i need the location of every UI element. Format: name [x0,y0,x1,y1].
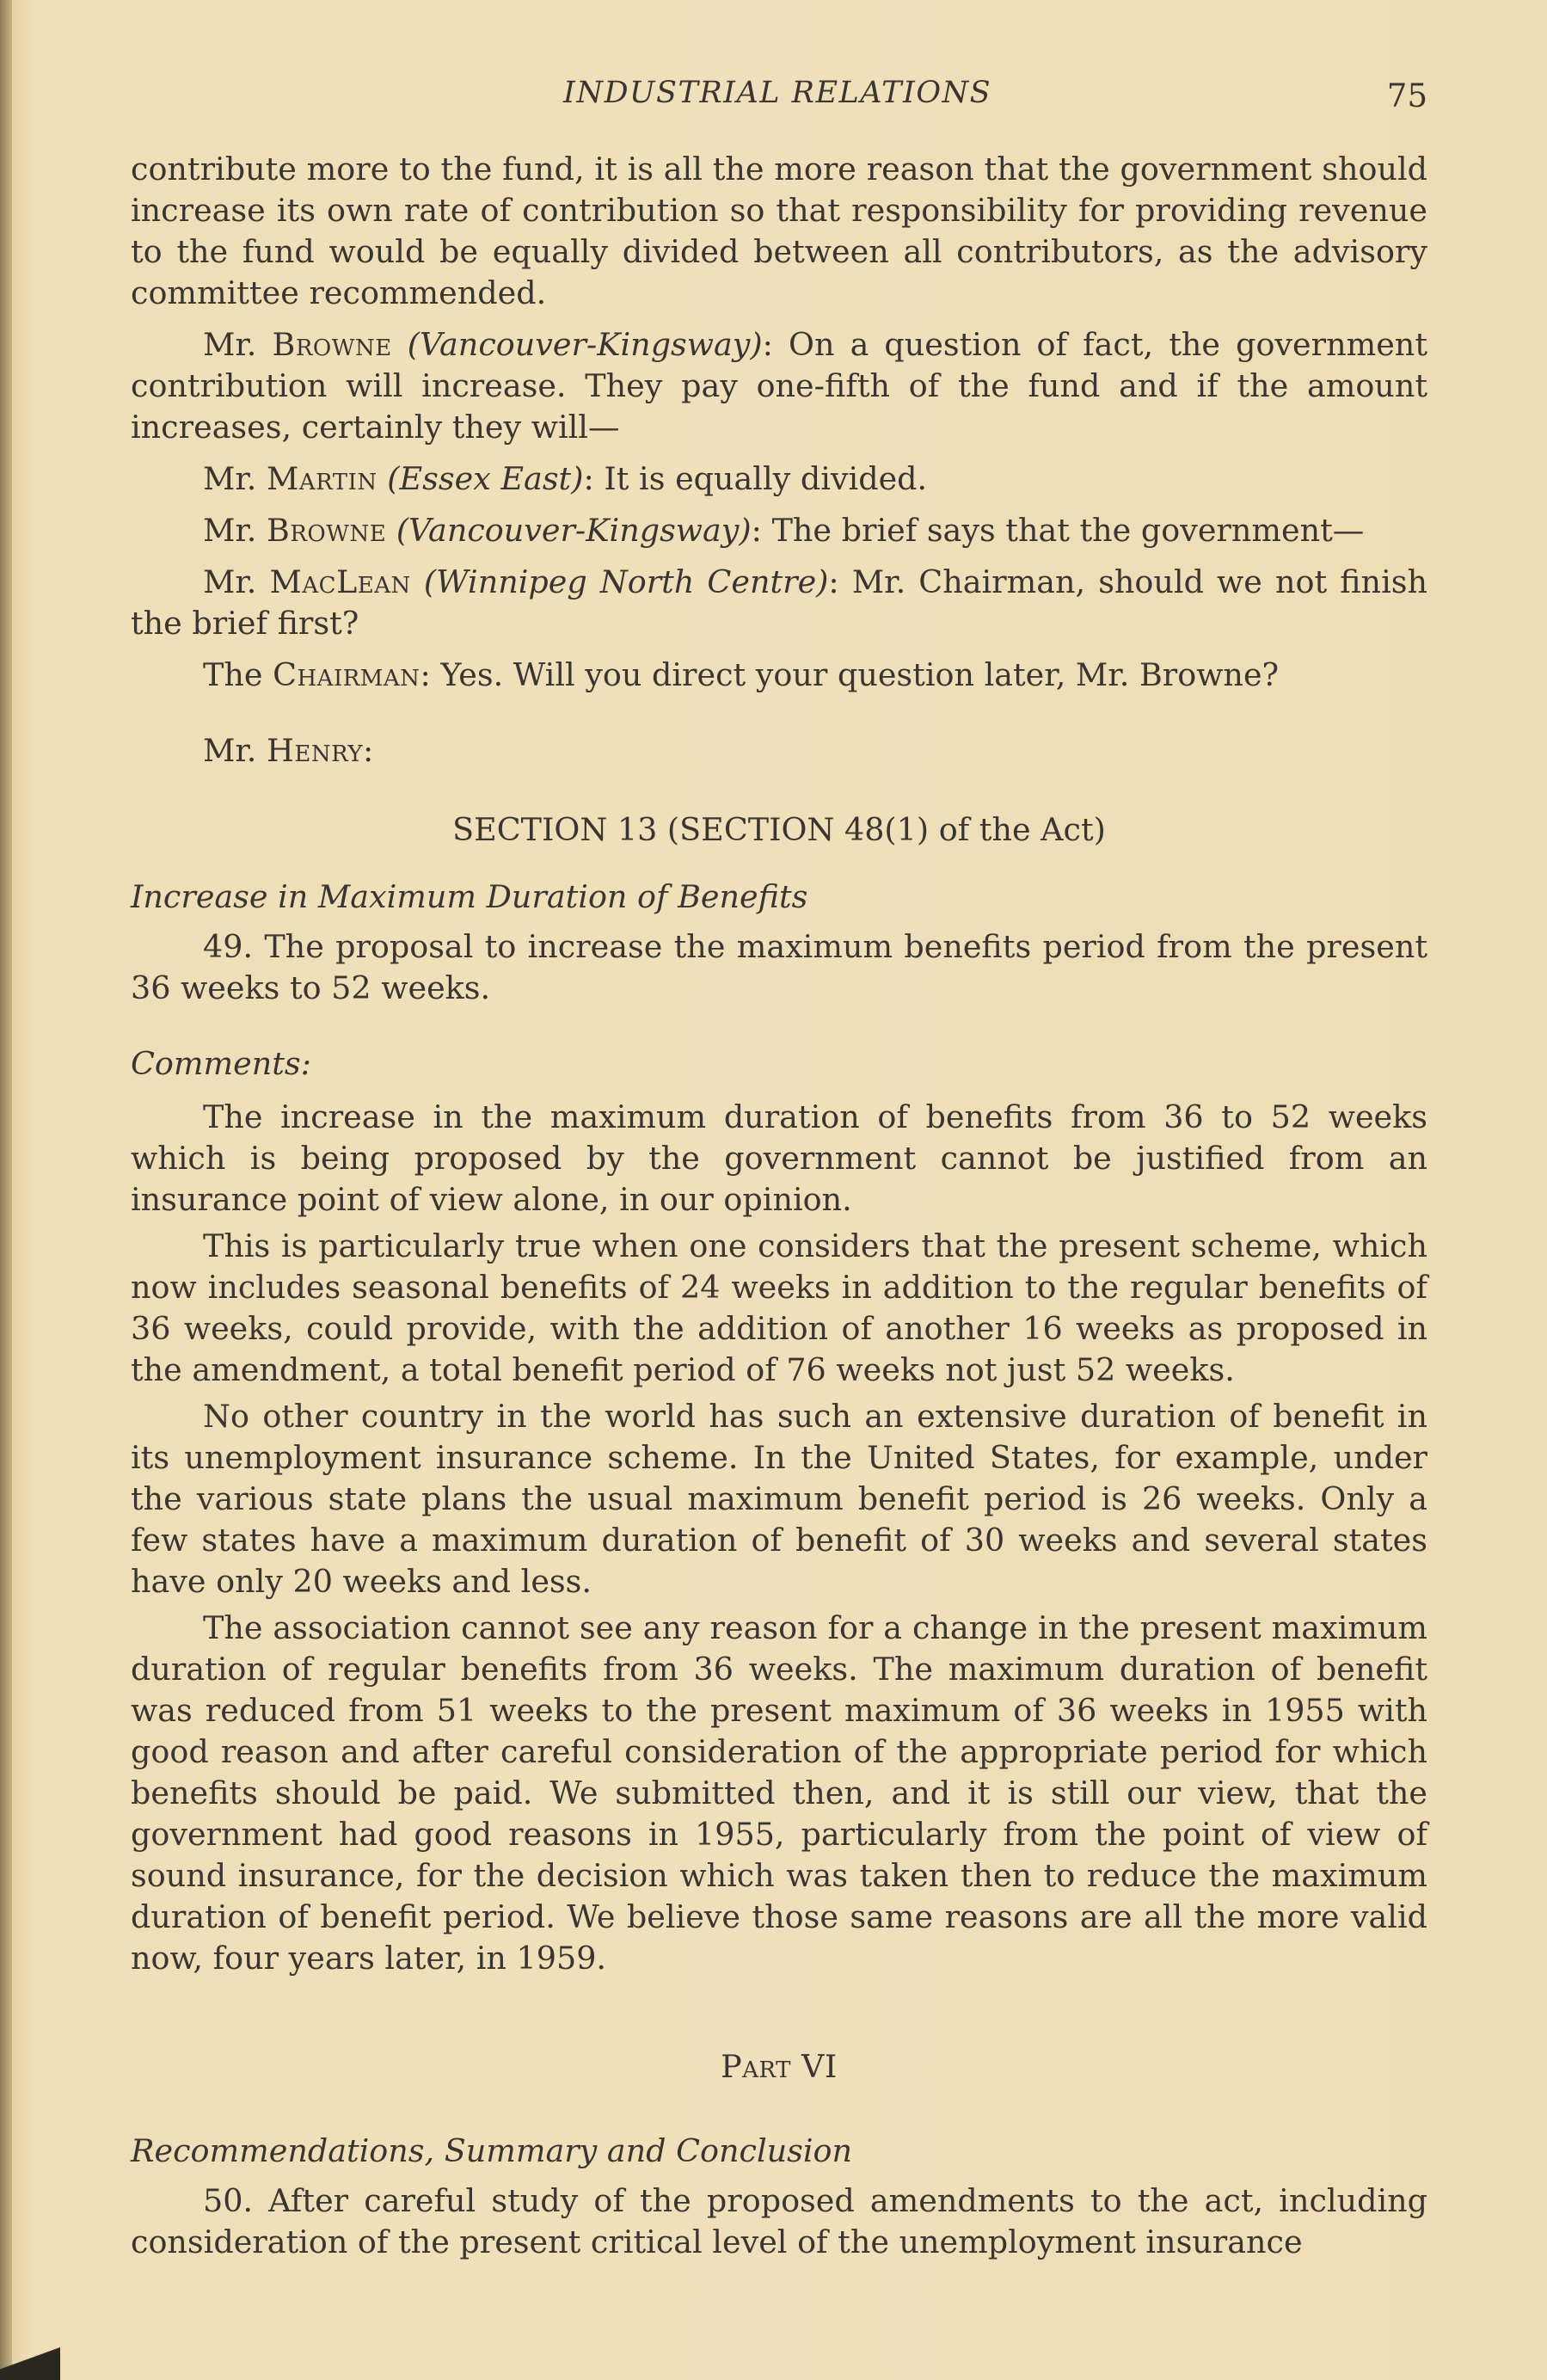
riding-name: (Essex East) [387,460,584,497]
comment-paragraph-2: This is particularly true when one considers that the present scheme, which now includes seasonal benefits of 24 weeks in addition to the regular benefits of 36 weeks, could provide, with the addition of another 16 weeks as proposed in the amendment, a total benefit period of 76 weeks not just 52 weeks. [131,1227,1427,1388]
page-corner-shadow [0,2328,60,2380]
section-subheading: Increase in Maximum Duration of Benefits [131,878,808,915]
speaker-name: Browne [267,512,387,549]
numbered-proposal-49: 49. The proposal to increase the maximum benefits period from the present 36 weeks to 52 weeks. [131,928,1427,1006]
speaker-name: Chairman [273,656,421,693]
section-heading: SECTION 13 (SECTION 48(1) of the Act) [452,811,1106,848]
speech-browne-2: Mr. Browne (Vancouver-Kingsway): The brief says that the government— [203,512,1365,549]
riding-name: (Vancouver-Kingsway) [407,326,763,363]
speech-maclean: Mr. MacLean (Winnipeg North Centre): Mr. Chairman, should we not finish the brief first? [131,563,1427,642]
riding-name: (Winnipeg North Centre) [423,563,829,600]
speaker-name: Martin [267,460,378,497]
comment-paragraph-3: No other country in the world has such an extensive duration of benefit in its unemployment insurance scheme. In the United States, for example, under the various state plans the usual maximum benefit period is 26 weeks. Only a few states have a maximum duration of benefit of 30 weeks and several states have only 20 weeks and less. [131,1398,1427,1600]
comment-paragraph-4: The association cannot see any reason for a change in the present maximum duration of regular benefits from 36 weeks. The maximum duration of benefit was reduced from 51 weeks to the present maximum of 36 weeks in 1955 with good reason and after careful consideration of the appropriate period for which benefits should be paid. We submitted then, and it is still our view, that the government had good reasons in 1955, particularly from the point of view of sound insurance, for the decision which was taken then to reduce the maximum duration of benefit period. We believe those same reasons are all the more valid now, four years later, in 1959. [131,1609,1427,1977]
numbered-recommendation-50: 50. After careful study of the proposed amendments to the act, including consideration of the present critical level of the unemployment insurance [131,2182,1427,2260]
speaker-name: MacLean [269,563,411,600]
part-subheading: Recommendations, Summary and Conclusion [131,2132,853,2169]
page-header [129,76,1427,119]
speaker-name: Henry [267,732,364,769]
page-body [131,149,1427,2263]
speech-browne-1: Mr. Browne (Vancouver-Kingsway): On a question of fact, the government contribution will increase. They pay one-fifth of the fund and if the amount increases, certainly they will— [131,326,1427,446]
page-spine-edge [0,0,12,2380]
comment-paragraph-1: The increase in the maximum duration of benefits from 36 to 52 weeks which is being proposed by the government cannot be justified from an insurance point of view alone, in our opinion. [131,1098,1427,1218]
speech-henry: Mr. Henry: [203,732,374,769]
comments-label: Comments: [131,1045,311,1082]
riding-name: (Vancouver-Kingsway) [396,512,752,549]
paragraph-continuation: contribute more to the fund, it is all the more reason that the government should increase its own rate of contribution so that responsibility for providing revenue to the fund would be equally divided between all contributors, as the advisory committee recommended. [131,151,1427,311]
speech-martin: Mr. Martin (Essex East): It is equally divided. [203,460,928,497]
running-head: INDUSTRIAL RELATIONS [563,76,992,110]
page-number: 75 [1386,77,1427,114]
speaker-name: Browne [272,326,392,363]
part-heading: Part VI [721,2048,838,2085]
speech-chairman: The Chairman: Yes. Will you direct your question later, Mr. Browne? [203,656,1280,693]
